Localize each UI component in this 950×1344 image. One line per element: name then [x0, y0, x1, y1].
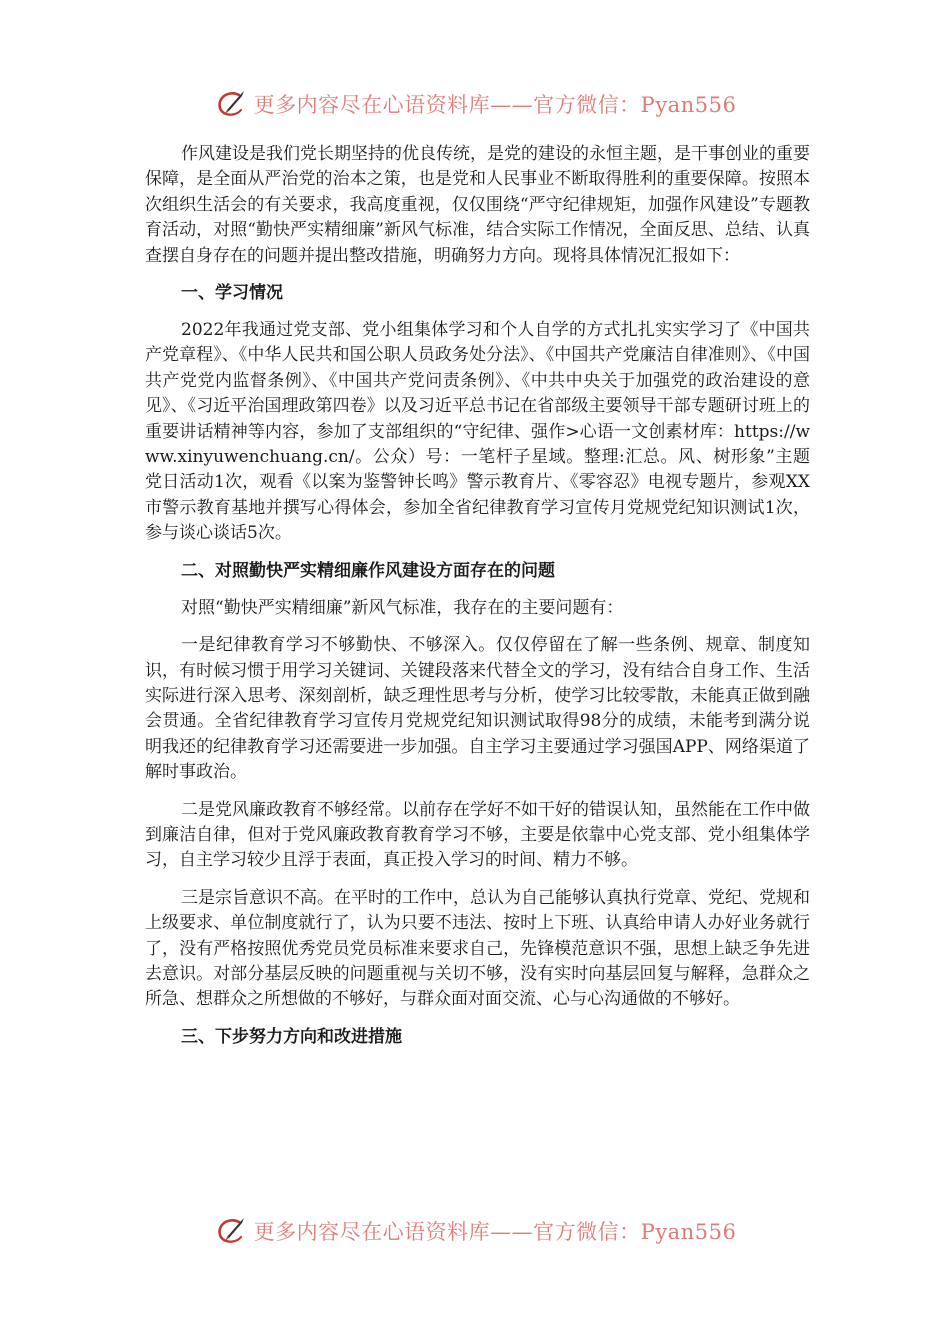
problem-item-2: 二是党风廉政教育不够经常。以前存在学好不如干好的错误认知，虽然能在工作中做到廉洁自律，但对于党风廉政教育教育学习不够，主要是依靠中心党支部、党小组集体学习，自主学习较少且浮于表面，真正投入学习的时间、精力不够。	[145, 799, 810, 871]
problem-item-3: 三是宗旨意识不高。在平时的工作中，总认为自己能够认真执行党章、党纪、党规和上级要求、单位制度就行了，认为只要不违法、按时上下班、认真给申请人办好业务就行了，没有严格按照优秀党员党员标准来要求自己，先锋模范意识不强，思想上缺乏争先进去意识。对部分基层反映的问题重视与关切不够，没有实时向基层回复与解释，急群众之所急、想群众之所想做的不够好，与群众面对面交流、心与心沟通做的不够好。	[145, 887, 810, 1010]
header-watermark	[0, 84, 950, 124]
watermark-text: 更多内容尽在心语资料库——官方微信：Pyan556	[253, 93, 737, 117]
quill-pen-logo-icon	[214, 86, 250, 122]
study-paragraph: 2022年我通过党支部、党小组集体学习和个人自学的方式扎扎实实学习了《中国共产党章程》、《中华人民共和国公职人员政务处分法》、《中国共产党廉洁自律准则》、《中国共产党党内监督条例》、《中国共产党问责条例》、《中共中央关于加强党的政治建设的意见》、《习近平治国理政第四卷》以及习近平总书记在省部级主要领导干部专题研讨班上的重要讲话精神等内容，参加了支部组织的“守纪律、强作>心语一文创素材库：https://www.xinyuwenchuang.cn/。公众）号：一笔杆子星域。整理:汇总。风、树形象”主题党日活动1次，观看《以案为鉴警钟长鸣》警示教育片、《零容忍》电视专题片，参观XX市警示教育基地并撰写心得体会，参加全省纪律教育学习宣传月党规党纪知识测试1次，参与谈心谈话5次。	[145, 320, 810, 544]
section-heading-problems: 二、对照勤快严实精细廉作风建设方面存在的问题	[181, 560, 555, 581]
problems-lead-paragraph: 对照“勤快严实精细廉”新风气标准，我存在的主要问题有：	[181, 597, 624, 618]
watermark-text: 更多内容尽在心语资料库——官方微信：Pyan556	[253, 1220, 737, 1244]
problem-item-1: 一是纪律教育学习不够勤快、不够深入。仅仅停留在了解一些条例、规章、制度知识，有时候习惯于用学习关键词、关键段落来代替全文的学习，没有结合自身工作、生活实际进行深入思考、深刻剖析，缺乏理性思考与分析，使学习比较零散，未能真正做到融会贯通。全省纪律教育学习宣传月党规党纪知识测试取得98分的成绩，未能考到满分说明我还的纪律教育学习还需要进一步加强。自主学习主要通过学习强国APP、网络渠道了解时事政治。	[145, 635, 810, 783]
document-body	[145, 142, 810, 1062]
footer-watermark	[0, 1211, 950, 1251]
section-heading-measures: 三、下步努力方向和改进措施	[181, 1026, 402, 1047]
quill-pen-logo-icon	[214, 1213, 250, 1249]
section-heading-study: 一、学习情况	[181, 283, 283, 304]
intro-paragraph: 作风建设是我们党长期坚持的优良传统，是党的建设的永恒主题，是干事创业的重要保障，是全面从严治党的治本之策，也是党和人民事业不断取得胜利的重要保障。按照本次组织生活会的有关要求，我高度重视，仅仅围绕“严守纪律规矩，加强作风建设”专题教育活动，对照“勤快严实精细廉”新风气标准，结合实际工作情况，全面反思、总结、认真查摆自身存在的问题并提出整改措施，明确努力方向。现将具体情况汇报如下：	[145, 144, 810, 266]
